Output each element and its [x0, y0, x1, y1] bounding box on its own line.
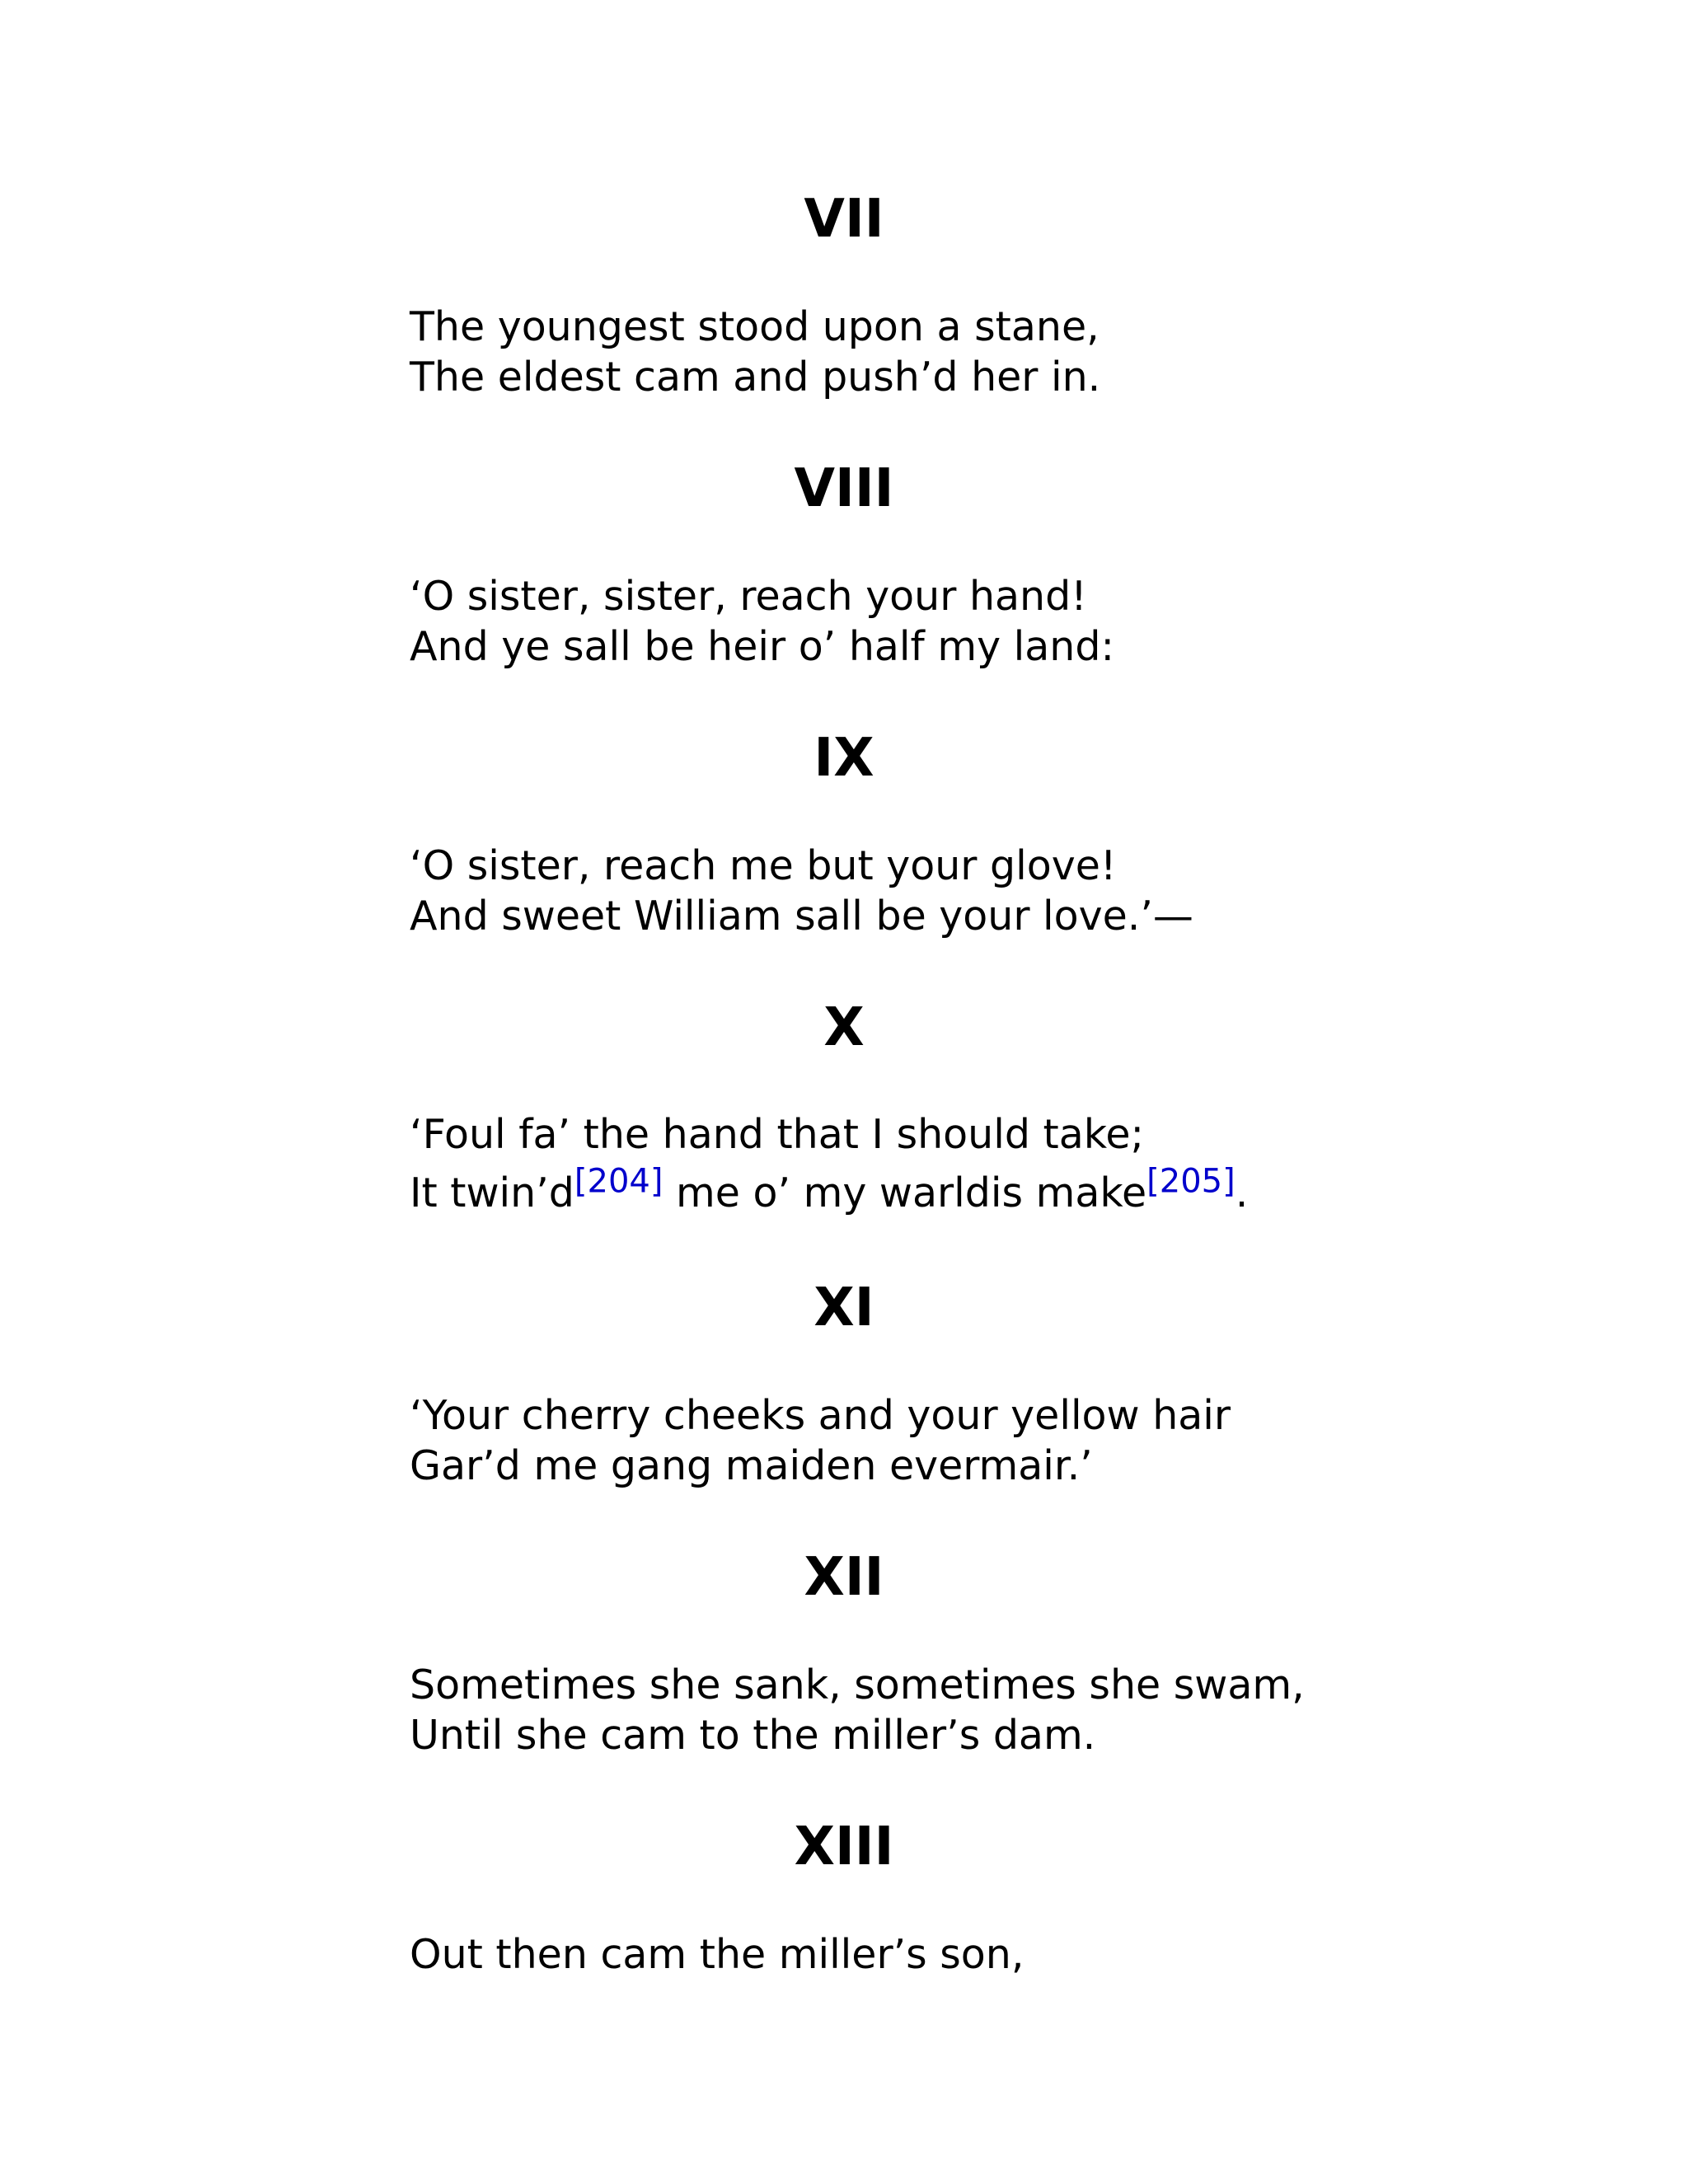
stanza-verse: [410, 1929, 1024, 1980]
verse-line: The youngest stood upon a stane,: [410, 303, 1100, 350]
verse-line: And ye sall be heir o’ half my land:: [410, 623, 1114, 670]
stanza-heading: XII: [804, 1547, 884, 1608]
stanza-heading: VIII: [794, 458, 894, 519]
verse-line: ‘Your cherry cheeks and your yellow hair: [410, 1392, 1231, 1439]
verse-line: And sweet William sall be your love.’—: [410, 893, 1193, 940]
verse-text: me o’ my warldis make: [663, 1169, 1147, 1216]
stanza-verse: [410, 302, 1100, 402]
stanza-verse: [410, 1109, 1248, 1218]
stanza-verse: [410, 1390, 1231, 1491]
verse-line: Out then cam the miller’s son,: [410, 1931, 1025, 1978]
footnote-link-205[interactable]: [205]: [1146, 1162, 1236, 1201]
verse-line: ‘O sister, reach me but your glove!: [410, 842, 1117, 889]
verse-line-with-footnotes: [410, 1162, 1249, 1218]
stanza-verse: [410, 571, 1114, 672]
verse-text: It twin’d: [410, 1169, 574, 1216]
verse-line: ‘O sister, sister, reach your hand!: [410, 573, 1087, 620]
stanza-heading: VII: [804, 189, 884, 250]
verse-line: ‘Foul fa’ the hand that I should take;: [410, 1111, 1145, 1158]
footnote-link-204[interactable]: [204]: [574, 1162, 663, 1201]
verse-line: Until she cam to the miller’s dam.: [410, 1712, 1096, 1759]
stanza-heading: X: [823, 997, 865, 1058]
verse-line: Gar’d me gang maiden evermair.’: [410, 1442, 1093, 1489]
stanza-verse: [410, 841, 1193, 941]
verse-line: The eldest cam and push’d her in.: [410, 354, 1101, 401]
stanza-heading: XIII: [794, 1816, 894, 1877]
verse-line: Sometimes she sank, sometimes she swam,: [410, 1661, 1305, 1708]
stanza-heading: XI: [814, 1277, 874, 1338]
stanza-verse: [410, 1660, 1305, 1760]
stanza-heading: IX: [814, 728, 874, 789]
verse-text: .: [1235, 1169, 1249, 1216]
